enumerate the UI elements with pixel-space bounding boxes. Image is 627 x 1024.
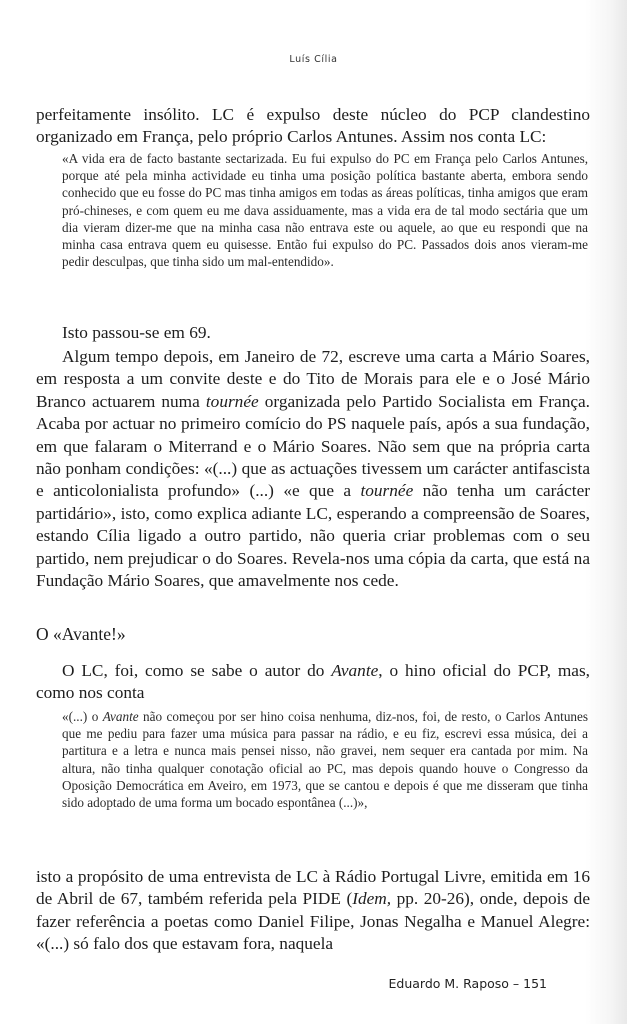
paragraph-interview [36,866,590,956]
running-head: Luís Cília [289,54,338,65]
paragraph-intro: perfeitamente insólito. LC é expulso deste núcleo do PCP clandestino organizado em França, pelo próprio Carlos Antunes. Assim nos conta LC: [36,105,590,147]
italic-term: tournée [360,481,414,501]
text-run: pp. 20-26), onde, depois de fazer referência a poetas como Daniel Filipe, Jonas Negalha e Manuel Alegre: «(...) só falo dos que estavam fora, naquela [36,889,590,954]
text-run: não começou por ser hino coisa nenhuma, diz-nos, foi, de resto, o Carlos Antunes que me pediu para fazer uma música para passar na rádio, e eu fiz, escrevi essa música, dei a partitura e a letra e nunca mais pensei nisso, não gravei, nem sequer era cantada por mim. Na altura, não tinha qualquer conotação oficial ao PC, mas depois quando houve o Congresso da Oposição Democrática em Aveiro, em 1973, que se cantou e depois é que me disseram que tinha sido adoptado de uma forma um bocado espontânea (...)», [62,709,588,811]
italic-title: Avante [331,661,379,680]
paragraph-date: Isto passou-se em 69. [62,323,211,342]
paragraph-letter-soares [36,346,590,592]
italic-term: tournée [205,391,259,411]
page-footer: Eduardo M. Raposo – 151 [388,976,547,991]
text-run: organizada pelo Partido Socialista em França. Acaba por actuar no primeiro comício do PS naquele país, após a sua fundação, em que falaram o Miterrand e o Mário Soares. Não sem que na própria carta não ponham condições: «(...) que as actuações tivessem um carácter antifascista e anticolonialista profundo» (...) «e que a [36,391,590,501]
text-run: «(...) o [62,709,103,724]
block-quote-expulsion: «A vida era de facto bastante sectarizada. Eu fui expulso do PC em França pelo Carlos Antunes, porque até pela minha actividade eu tinha uma posição política bastante aberta, embora sendo conhecido que eu fosse do PC mas tinha amigos em todas as áreas políticas, tinha amigos que eram pró-chineses, e com quem eu me dava assiduamente, mas a vida era de tal modo sectária que um dia vieram dizer-me que na minha casa não entrava este ou aquele, ao que eu respondi que na minha casa entrava quem eu quisesse. Então fui expulso do PC. Passados dois anos vieram-me pedir desculpas, que tinha sido um mal-entendido». [62,151,588,270]
text-run: , o hino oficial do PCP, mas, como nos conta [36,661,590,703]
text-run: não tenha um carácter partidário», isto, como explica adiante LC, esperando a compreensão de Soares, estando Cília ligado a outro partido, não queria criar problemas com o seu partido, nem prejudicar o do Soares. Revela-nos uma cópia da carta, que está na Fundação Mário Soares, que amavelmente nos cede. [36,481,590,591]
paragraph-avante-intro [36,660,590,705]
text-run: Algum tempo depois, em Janeiro de 72, escreve uma carta a Mário Soares, em resposta a um convite deste e do Tito de Morais para ele e o José Mário Branco actuarem numa [36,347,590,411]
italic-title: Avante [102,709,139,724]
block-quote-avante [62,708,588,811]
section-heading: O «Avante!» [36,624,126,644]
italic-citation: Idem, [352,889,392,909]
text-run: O LC, foi, como se sabe o autor do [62,661,332,680]
text-run: isto a propósito de uma entrevista de LC à Rádio Portugal Livre, emitida em 16 de Abril de 67, também referida pela PIDE ( [36,867,590,909]
